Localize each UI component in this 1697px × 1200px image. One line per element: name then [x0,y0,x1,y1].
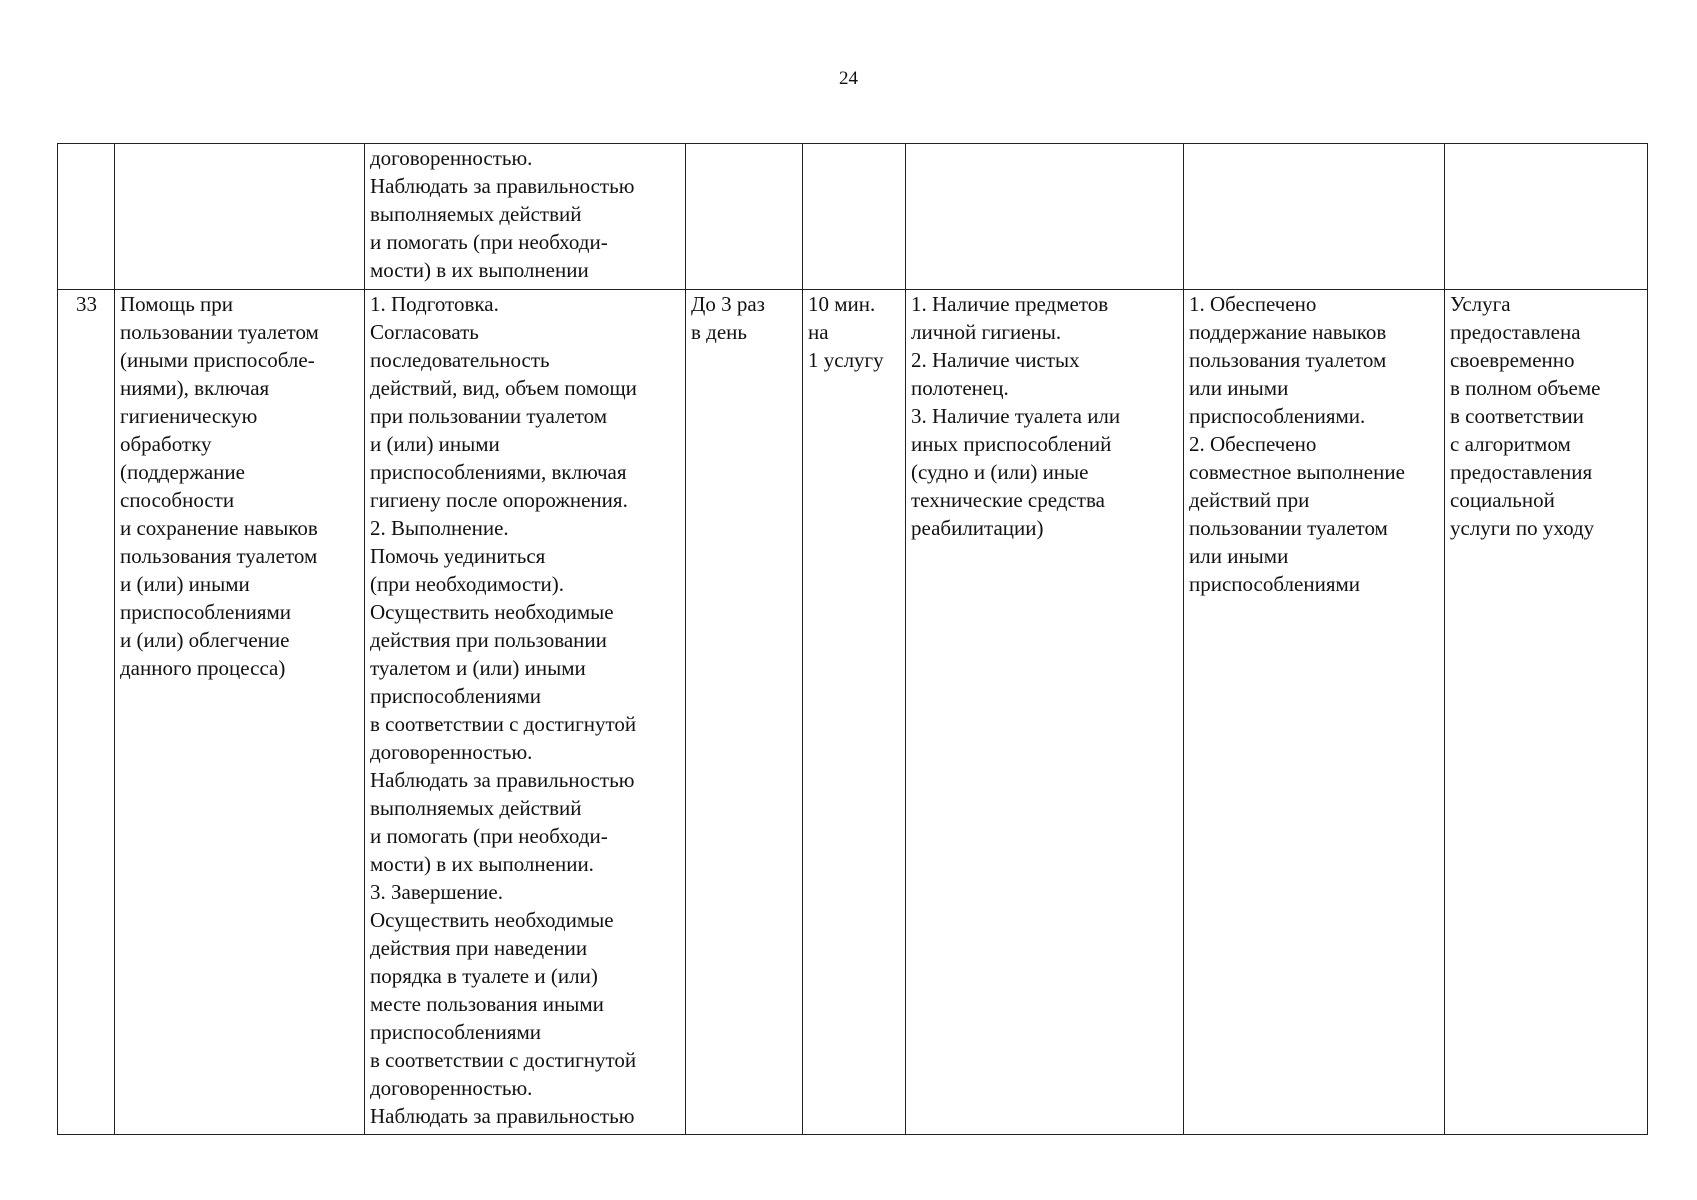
result-line: пользования туалетом [1189,348,1387,372]
procedure-line: и помогать (при необходи- [370,824,608,848]
procedure-line: действия при наведении [370,936,588,960]
procedure-line: приспособлениями [370,684,542,708]
procedure-line: Наблюдать за правильностью [370,768,635,792]
cell-result [1184,144,1445,290]
procedure-line: туалетом и (или) иными [370,656,586,680]
service-name-line: (иными приспособле- [120,348,315,372]
service-name-line: обработку [120,432,212,456]
page-number: 24 [839,68,858,89]
cell-result [1184,290,1445,1135]
evaluation-line: Услуга [1450,292,1511,316]
result-line: приспособлениями [1189,572,1361,596]
result-line: или иными [1189,376,1289,400]
procedure-line: в соответствии с достигнутой [370,712,637,736]
service-name-line: и (или) иными [120,572,250,596]
frequency-line: До 3 раз [691,292,765,316]
cell-conditions [906,290,1184,1135]
service-name-line: и сохранение навыков [120,516,318,540]
procedure-line: мости) в их выполнении [370,258,589,282]
cell-service-name [115,290,365,1135]
evaluation-line: в полном объеме [1450,376,1601,400]
cell-time [803,290,906,1135]
evaluation-line: услуги по уходу [1450,516,1595,540]
procedure-line: в соответствии с достигнутой [370,1048,637,1072]
procedure-line: месте пользования иными [370,992,604,1016]
procedure-line: Наблюдать за правильностью [370,174,635,198]
procedure-line: 2. Выполнение. [370,516,509,540]
cell-frequency [686,144,803,290]
conditions-line: 3. Наличие туалета или [911,404,1121,428]
service-name-line: гигиеническую [120,404,258,428]
procedure-line: выполняемых действий [370,202,582,226]
procedure-line: договоренностью. [370,740,533,764]
result-line: пользовании туалетом [1189,516,1388,540]
service-name-line: и (или) облегчение [120,628,290,652]
procedure-line: и помогать (при необходи- [370,230,608,254]
table-row-continuation [58,144,1648,290]
conditions-line: технические средства [911,488,1105,512]
conditions-line: 1. Наличие предметов [911,292,1109,316]
conditions-line: личной гигиены. [911,320,1062,344]
service-name-line: пользовании туалетом [120,320,319,344]
procedure-line: договоренностью. [370,146,533,170]
evaluation-line: своевременно [1450,348,1575,372]
service-name-line: Помощь при [120,292,234,316]
procedure-line: при пользовании туалетом [370,404,608,428]
evaluation-line: с алгоритмом [1450,432,1571,456]
evaluation-line: предоставления [1450,460,1593,484]
time-line: 1 услугу [808,348,884,372]
procedure-line: Согласовать [370,320,479,344]
cell-procedure [365,144,686,290]
time-line: 10 мин. [808,292,876,316]
cell-time [803,144,906,290]
service-number: 33 [76,292,97,316]
procedure-line: действия при пользовании [370,628,607,652]
procedure-line: мости) в их выполнении. [370,852,594,876]
conditions-line: (судно и (или) иные [911,460,1089,484]
cell-service-name [115,144,365,290]
conditions-line: полотенец. [911,376,1009,400]
service-name-line: данного процесса) [120,656,286,680]
procedure-line: Осуществить необходимые [370,908,614,932]
result-line: или иными [1189,544,1289,568]
conditions-line: реабилитации) [911,516,1044,540]
procedure-line: приспособлениями [370,1020,542,1044]
cell-evaluation [1445,290,1648,1135]
procedure-line: действий, вид, объем помощи [370,376,637,400]
cell-procedure [365,290,686,1135]
service-name-line: приспособлениями [120,600,292,624]
conditions-line: иных приспособлений [911,432,1112,456]
procedure-line: 1. Подготовка. [370,292,499,316]
result-line: совместное выполнение [1189,460,1405,484]
result-line: приспособлениями. [1189,404,1366,428]
cell-number [58,290,115,1135]
frequency-line: в день [691,320,747,344]
procedure-line: Наблюдать за правильностью [370,1104,635,1128]
evaluation-line: предоставлена [1450,320,1581,344]
result-line: поддержание навыков [1189,320,1387,344]
procedure-line: Помочь уединиться [370,544,546,568]
table-row-service-33 [58,290,1648,1135]
cell-conditions [906,144,1184,290]
result-line: действий при [1189,488,1310,512]
service-name-line: способности [120,488,235,512]
procedure-line: последовательность [370,348,550,372]
service-name-line: пользования туалетом [120,544,318,568]
procedure-line: порядка в туалете и (или) [370,964,598,988]
result-line: 1. Обеспечено [1189,292,1317,316]
result-line: 2. Обеспечено [1189,432,1317,456]
procedure-line: гигиену после опорожнения. [370,488,628,512]
procedure-line: и (или) иными [370,432,500,456]
procedure-line: 3. Завершение. [370,880,503,904]
procedure-line: приспособлениями, включая [370,460,627,484]
procedure-line: договоренностью. [370,1076,533,1100]
service-name-line: (поддержание [120,460,245,484]
service-name-line: ниями), включая [120,376,270,400]
conditions-line: 2. Наличие чистых [911,348,1080,372]
evaluation-line: в соответствии [1450,404,1584,428]
procedure-line: Осуществить необходимые [370,600,614,624]
cell-frequency [686,290,803,1135]
cell-number [58,144,115,290]
time-line: на [808,320,829,344]
procedure-line: выполняемых действий [370,796,582,820]
cell-evaluation [1445,144,1648,290]
evaluation-line: социальной [1450,488,1555,512]
service-standards-table [57,143,1648,1135]
procedure-line: (при необходимости). [370,572,564,596]
